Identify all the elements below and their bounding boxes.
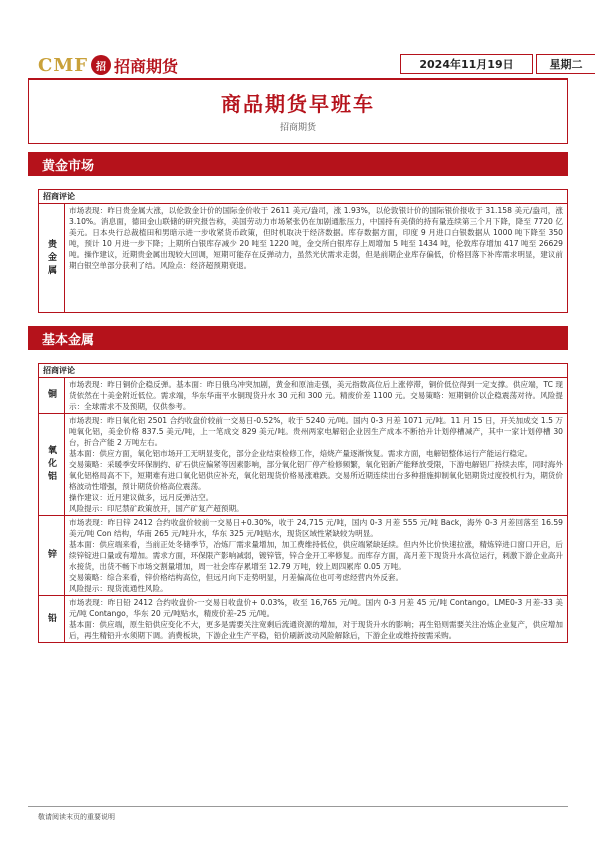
- row-body: [65, 596, 567, 642]
- row-paragraph: 市场表现：昨日氧化铝 2501 合约收盘价较前一交易日-0.52%，收于 5240 元/吨。国内 0-3 月差 1071 元/吨。11 月 15 日，开关加成交 1.5 万吨氧化铝，美金价格 837.5 美元/吨，上一笔成交 829 美元/吨。贵州两家电解铝企业因生产成本不断抬升计划停槽减产，其中一家计划停槽 30 台，折合产能 2 万吨左右。: [69, 416, 563, 447]
- row-paragraph: 风险提示：印尼禁矿政策放开，国产矿复产超预期。: [69, 504, 244, 513]
- row-paragraph: 市场表现：昨日贵金属大涨，以伦敦金计价的国际金价收于 2611 美元/盎司，涨 1.93%，以伦敦银计价的国际银价报收于 31.158 美元/盎司，涨 3.10%。消息面，德田金山联储的研究报告称，美国劳动力市场紧张仍在加剧通胀压力，中国持有美债的持有量连续第三个月下降，降至 7720 亿美元。日本央行总裁植田和男暗示进一步收紧货币政策，但时机取决于经济数据。库存数据方面，印度 9 月进口白银数据从 1000 吨下降至 350 吨，预计 10 月进一步下降；上期所白银库存减少 20 吨至 1220 吨，金交所白银库存上周增加 5 吨至 1434 吨，伦敦库存增加 417 吨至 26629 吨。操作建议，近期贵金属出现较大回调，短期可能存在反弹动力，虽然光伏需求走弱，但是前期企业库存偏低，价格回落下补库需求明显，建议前期白银空单部分获利了结。风险点：经济超预期衰退。: [69, 206, 563, 270]
- row-body: [65, 204, 567, 312]
- report-date: 2024年11月19日: [400, 54, 533, 74]
- page-subtitle: 招商期货: [279, 123, 316, 133]
- row-label: 铅: [39, 596, 65, 642]
- logo-badge-icon: 招: [91, 55, 111, 75]
- panel-head: 招商评论: [39, 364, 567, 378]
- row-label: 贵金属: [39, 204, 65, 312]
- commodity-row-zinc: [39, 516, 567, 596]
- row-paragraph: 市场表现：昨日锌 2412 合约收盘价较前一交易日+0.30%，收于 24,715 元/吨，国内 0-3 月差 555 元/吨 Back，海外 0-3 月差回落至 16.59 美元/吨 Con 结构，华南 265 元/吨升水，华东 325 元/吨贴水，现货区域性紧缺较为明显。: [69, 518, 563, 538]
- row-body: [65, 414, 567, 515]
- base-comment-panel: [38, 363, 568, 643]
- row-body: [65, 516, 567, 595]
- commodity-row-lead: [39, 596, 567, 642]
- section-title-base-metals: 基本金属: [28, 326, 568, 350]
- row-body: [65, 378, 567, 413]
- company-logo: [38, 52, 178, 78]
- gold-comment-panel: [38, 189, 568, 313]
- row-label: 氧化铝: [39, 414, 65, 515]
- row-paragraph: 交易策略：采暖季安环保制约、矿石供应偏紧等因素影响，部分氧化铝厂停产检修频繁，氧化铝新产能释放受限，下游电解铝厂持续去库，同时海外氧化铝格局高不下，短期难有进口氧化铝供应补充，氧化铝现货价格易涨难跌。交易所近期连续出台多种措施抑制氧化铝期货过度投机行为，期货价格波动性增强，预计期货价格高位震荡。: [69, 460, 563, 491]
- row-label: 铜: [39, 378, 65, 413]
- page-header: [28, 48, 583, 80]
- row-paragraph: 风险提示：现货流通性风险。: [69, 584, 168, 593]
- row-label: 锌: [39, 516, 65, 595]
- title-area: [28, 80, 568, 144]
- row-paragraph: 基本面：供应端来看，当前正处冬储季节，冶炼厂需求量增加，加工费维持低位，供应端紧缺延续。但内外比价快速拉涨，精炼锌进口窗口开启，后续锌锭进口量或有增加。需求方面，环保限产影响减弱，镀锌管，锌合金开工率修复。而库存方面，高月差下现货升水高位运行，刺激下游企业高升水接货，出货不畅下市场交割量增加，周一社会库存累增至 12.79 万吨，较上周四累库 0.05 万吨。: [69, 540, 563, 571]
- footer-disclaimer: 敬请阅读末页的重要说明: [38, 813, 115, 821]
- report-weekday: 星期二: [536, 54, 595, 74]
- footer-divider: [28, 806, 568, 807]
- commodity-row-copper: [39, 378, 567, 414]
- row-paragraph: 市场表现：昨日铅 2412 合约收盘价-一交易日收盘价+ 0.03%，收至 16,765 元/吨。国内 0-3 月差 45 元/吨 Contango。LME0-3 月差-33 美元/吨 Contango，华东 20 元/吨贴水，精废价差-25 元/吨。: [69, 598, 563, 618]
- row-paragraph: 市场表现：昨日铜价企稳反弹。基本面：昨日俄乌冲突加剧，黄金和原油走强，美元指数高位后上涨停滞，铜价低位得到一定支撑。供应端，TC 现货依然在十美金附近低位。需求端，华东华南平水铜现货升水 30 元和 300 元。精废价差 1100 元。交易策略：短期铜价以企稳震荡对待。风险提示：全球需求不及预期，仅供参考。: [69, 380, 563, 411]
- section-title-gold: 黄金市场: [28, 152, 568, 176]
- commodity-row-alumina: [39, 414, 567, 516]
- logo-cn-text: 招商期货: [114, 56, 179, 76]
- page-title: 商品期货早班车: [221, 92, 375, 116]
- row-paragraph: 交易策略：综合来看，锌价格结构高位，但远月向下走势明显，月差偏高位也可考虑经营内外反套。: [69, 573, 404, 582]
- logo-cmf-text: CMF: [38, 54, 89, 76]
- commodity-row-precious-metals: [39, 204, 567, 312]
- panel-head: 招商评论: [39, 190, 567, 204]
- row-paragraph: 基本面：供应方面，氧化铝市场开工无明显变化，部分企业结束检修工作，焙烧产量逐渐恢复。需求方面，电解铝整体运行产能运行稳定。: [69, 449, 533, 458]
- row-paragraph: 操作建议：近月建议做多，远月反弹沽空。: [69, 493, 214, 502]
- row-paragraph: 基本面：供应端，原生铅供应变化不大，更多是需要关注宽剩后流通资源的增加，对于现货升水的影响；再生铅则需要关注冶炼企业复产，供应增加后，再生精铅升水须期下调。消费板块，下游企业生产平稳，铅价刷新波动风险解除后，下游企业或维持按需采购。: [69, 620, 563, 640]
